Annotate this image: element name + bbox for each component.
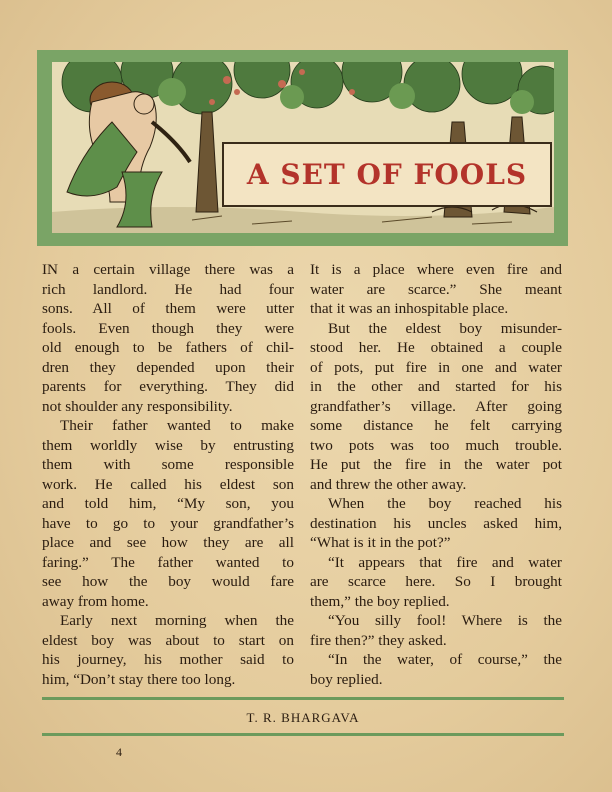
text-column-right (310, 260, 562, 689)
top-rule (42, 697, 564, 700)
text-line: “In the water, of course,” the (328, 651, 562, 668)
text-line: “It appears that fire and water (328, 553, 562, 571)
text-line: “You silly fool! Where is the (328, 612, 562, 629)
page-number: 4 (116, 745, 122, 759)
illustration (52, 62, 554, 233)
text-line: destination his uncles asked him, (310, 514, 562, 532)
text-line: eldest boy was about to start on (42, 631, 294, 649)
text-line: dren they depended upon their (42, 358, 294, 376)
text-line: his journey, his mother said to (42, 651, 294, 668)
text-line: place and see how they are all (42, 534, 294, 551)
page-title: A SET OF FOOLS (246, 158, 528, 191)
bottom-rule (42, 733, 564, 736)
text-line: He put the fire in the water pot (310, 456, 562, 473)
text-line: in the other and started for his (310, 378, 562, 395)
text-line: some distance he felt carrying (310, 417, 562, 434)
text-line: When the boy reached his (328, 495, 562, 512)
author-name: T. R. BHARGAVA (246, 710, 360, 725)
text-line: rich landlord. He had four (42, 280, 294, 298)
text-line: and told him, “My son, you (42, 495, 294, 512)
text-line: boy replied. (310, 670, 383, 688)
text-line: sons. All of them were utter (42, 300, 294, 317)
text-line: see how the boy would fare (42, 573, 294, 590)
text-line: But the eldest boy misunder- (328, 319, 562, 337)
text-line: grandfather’s village. After going (310, 397, 562, 415)
text-line: them,” the boy replied. (310, 592, 450, 610)
text-line: are scarce here. So I brought (310, 573, 562, 590)
text-line: IN a certain village there was a (42, 261, 294, 278)
text-line: water are scarce.” She meant (310, 280, 562, 298)
text-line: and threw the other away. (310, 475, 467, 493)
text-line: of pots, put fire in one and water (310, 358, 562, 376)
text-line: stood her. He obtained a couple (310, 339, 562, 356)
text-line: old enough to be fathers of chil- (42, 339, 294, 356)
text-line: that it was an inhospitable place. (310, 300, 509, 317)
text-line: not shoulder any responsibility. (42, 397, 233, 415)
text-line: Their father wanted to make (60, 417, 294, 434)
text-column-left (42, 260, 294, 689)
text-line: away from home. (42, 592, 149, 610)
text-line: them worldly wise by entrusting (42, 436, 294, 454)
text-line: fire then?” they asked. (310, 631, 447, 649)
text-line: It is a place where even fire and (310, 261, 562, 278)
text-line: them with some responsible (42, 456, 294, 473)
text-line: two pots was too much trouble. (310, 436, 562, 454)
text-line: him, “Don’t stay there too long. (42, 670, 236, 688)
text-line: work. He called his eldest son (42, 475, 294, 493)
text-line: fools. Even though they were (42, 319, 294, 337)
text-line: faring.” The father wanted to (42, 553, 294, 571)
text-line: have to go to your grandfather’s (42, 514, 294, 532)
illustration-banner (37, 50, 568, 246)
title-box (222, 142, 552, 207)
text-line: parents for everything. They did (42, 378, 294, 395)
text-line: Early next morning when the (60, 612, 294, 629)
text-line: “What is it in the pot?” (310, 534, 451, 551)
